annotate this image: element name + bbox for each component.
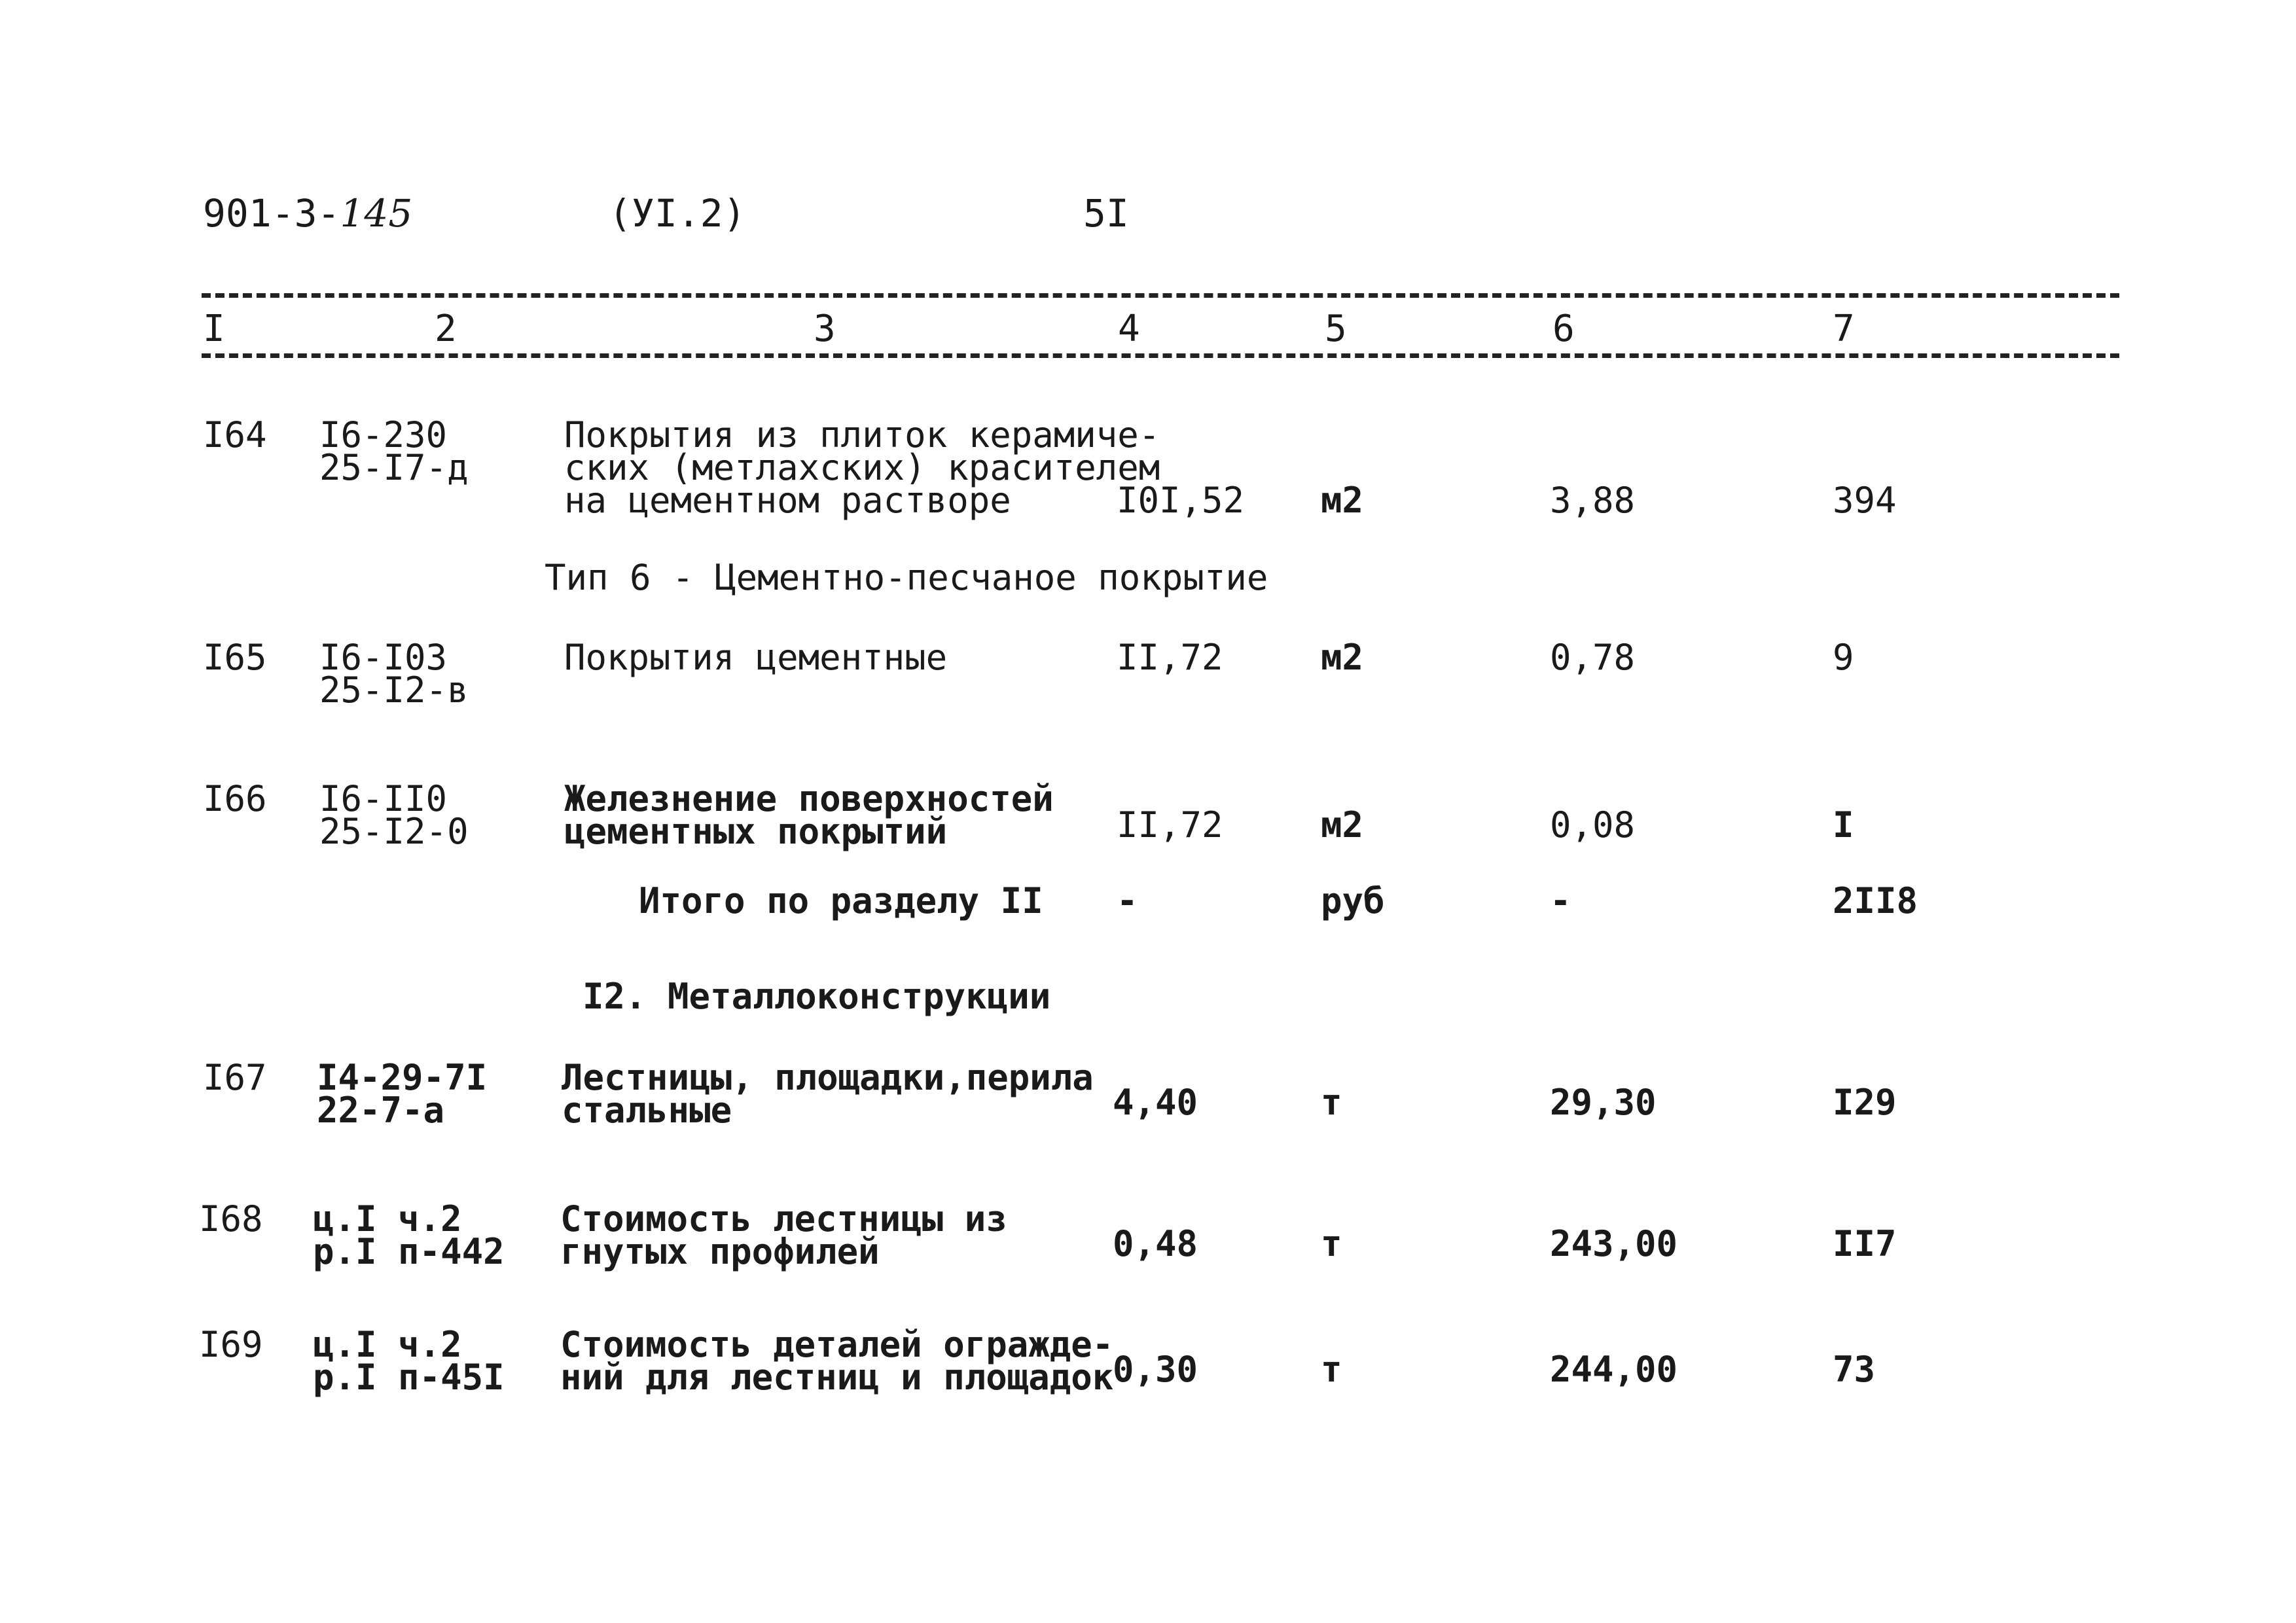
rate-code: р.I п-442 xyxy=(313,1231,505,1272)
document-code-prefix: 901-3- xyxy=(203,191,340,236)
total-cost: I xyxy=(1833,804,1854,846)
work-description-line: Покрытия цементные xyxy=(564,637,948,678)
quantity: I0I,52 xyxy=(1117,480,1245,521)
column-number: 7 xyxy=(1833,308,1855,350)
work-description-line: Стоимость деталей огражде- xyxy=(560,1324,1114,1365)
unit: м2 xyxy=(1321,637,1364,678)
rate-code: 25-I2-в xyxy=(319,669,469,711)
row-number: I65 xyxy=(203,637,267,678)
column-number: 4 xyxy=(1118,308,1140,350)
work-description-line: Покрытия из плиток керамиче- xyxy=(564,414,1160,455)
unit: т xyxy=(1321,1082,1342,1123)
rate-code: I6-230 xyxy=(319,414,448,455)
work-description-line: гнутых профилей xyxy=(560,1231,880,1272)
row-number: I67 xyxy=(203,1057,267,1098)
unit: т xyxy=(1321,1349,1342,1390)
unit-price: 0,08 xyxy=(1550,804,1636,846)
total-cost: 9 xyxy=(1833,637,1854,678)
column-number: I xyxy=(203,308,225,350)
unit-price: 244,00 xyxy=(1550,1349,1678,1390)
rate-code: 22-7-а xyxy=(317,1090,445,1131)
type6-heading: Тип 6 - Цементно-песчаное покрытие xyxy=(545,557,1268,598)
section-code: (УI.2) xyxy=(609,191,746,236)
total-cost: 394 xyxy=(1833,480,1897,521)
unit: м2 xyxy=(1321,480,1364,521)
quantity: 4,40 xyxy=(1113,1082,1198,1123)
rate-code: р.I п-45I xyxy=(313,1357,505,1398)
work-description-line: цементных покрытий xyxy=(564,811,948,852)
row-number: I69 xyxy=(199,1324,263,1365)
rate-code: I6-I03 xyxy=(319,637,448,678)
quantity: II,72 xyxy=(1117,804,1223,846)
column-number: 6 xyxy=(1552,308,1575,350)
row-number: I66 xyxy=(203,778,267,819)
unit-price: 3,88 xyxy=(1550,480,1636,521)
work-description-line: Лестницы, площадки,перила xyxy=(562,1057,1094,1098)
quantity: 0,48 xyxy=(1113,1223,1198,1264)
unit: т xyxy=(1321,1223,1342,1264)
subtotal-label: Итого по разделу II xyxy=(639,880,1043,921)
total-cost: I29 xyxy=(1833,1082,1897,1123)
quantity: II,72 xyxy=(1117,637,1223,678)
rate-code: 25-I2-0 xyxy=(319,811,469,852)
work-description-line: ских (метлахских) красителем xyxy=(564,447,1160,488)
column-number: 5 xyxy=(1325,308,1347,350)
subtotal-quantity: - xyxy=(1117,880,1138,921)
table-top-dashed-rule xyxy=(202,293,2119,298)
total-cost: 73 xyxy=(1833,1349,1876,1390)
row-number: I64 xyxy=(203,414,267,455)
unit-price: 29,30 xyxy=(1550,1082,1657,1123)
rate-code: I4-29-7I xyxy=(317,1057,488,1098)
work-description-line: ний для лестниц и площадок xyxy=(560,1357,1114,1398)
column-number: 2 xyxy=(435,308,457,350)
row-number: I68 xyxy=(199,1198,263,1240)
rate-code: ц.I ч.2 xyxy=(313,1324,462,1365)
subtotal-total: 2II8 xyxy=(1833,880,1918,921)
unit-price: 243,00 xyxy=(1550,1223,1678,1264)
work-description-line: стальные xyxy=(562,1090,732,1131)
document-code xyxy=(203,191,412,236)
page-number: 5I xyxy=(1083,191,1129,236)
subtotal-unit: руб xyxy=(1321,880,1385,921)
rate-code: ц.I ч.2 xyxy=(313,1198,462,1240)
unit-price: 0,78 xyxy=(1550,637,1636,678)
section12-heading: I2. Металлоконструкции xyxy=(583,976,1051,1017)
subtotal-price: - xyxy=(1550,880,1571,921)
document-code-handwritten: 145 xyxy=(340,191,413,236)
total-cost: II7 xyxy=(1833,1223,1897,1264)
unit: м2 xyxy=(1321,804,1364,846)
work-description-line: Стоимость лестницы из xyxy=(560,1198,1007,1240)
rate-code: I6-II0 xyxy=(319,778,448,819)
column-number: 3 xyxy=(814,308,836,350)
work-description-line: Железнение поверхностей xyxy=(564,778,1054,819)
table-header-dashed-rule xyxy=(202,353,2119,358)
quantity: 0,30 xyxy=(1113,1349,1198,1390)
rate-code: 25-I7-д xyxy=(319,447,469,488)
work-description-line: на цементном растворе xyxy=(564,480,1011,521)
